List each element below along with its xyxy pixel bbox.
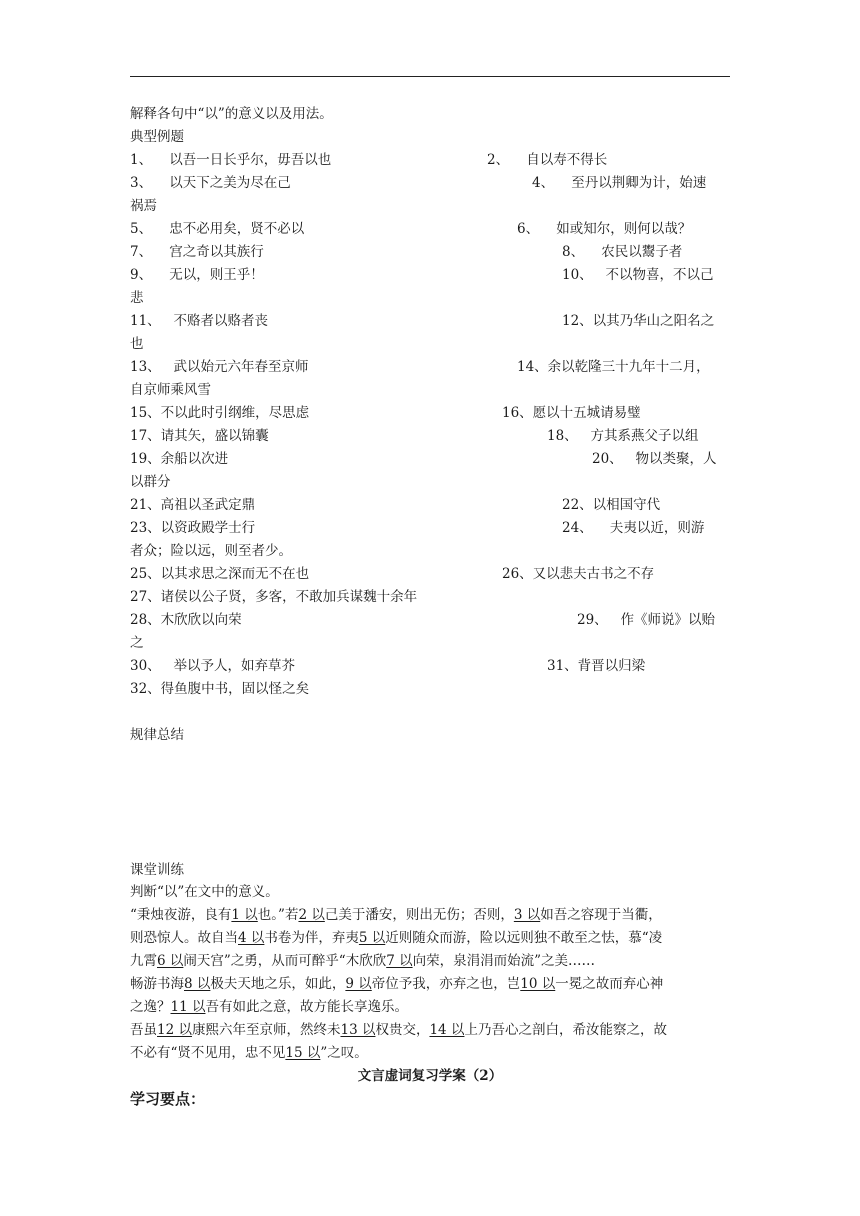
blank-3: 3 以 — [513, 907, 541, 923]
practice-heading: 课堂训练 — [130, 862, 184, 878]
example-24: 24、 夫夷以近，则游 — [562, 520, 705, 536]
passage-line-2: 则恐惊人。故自当4 以书卷为伴，弃夷5 以近则随众而游，险以远则独不敢至之怯，慕“凌 — [130, 930, 663, 946]
example-14: 14、余以乾隆三十九年十二月， — [517, 359, 710, 375]
example-25: 25、以其求思之深而无不在也 — [130, 566, 310, 582]
example-21: 21、高祖以圣武定鼎 — [130, 497, 256, 513]
example-30: 30、 举以予人，如弃草芥 — [130, 658, 296, 674]
blank-11: 11 以 — [170, 999, 206, 1015]
blank-15: 15 以 — [285, 1045, 321, 1061]
example-7: 7、 宫之奇以其族行 — [130, 244, 264, 260]
example-27: 27、诸侯以公子贤，多客，不敢加兵谋魏十余年 — [130, 589, 418, 605]
learning-points-heading: 学习要点： — [130, 1090, 206, 1108]
example-26: 26、又以悲夫古书之不存 — [502, 566, 655, 582]
example-10-cont: 悲 — [130, 290, 144, 306]
blank-7: 7 以 — [386, 953, 413, 969]
passage-line-6: 吾虽12 以康熙六年至京师，然终未13 以权贵交，14 以上乃吾心之剖白，希汝能察之，故 — [130, 1022, 667, 1038]
example-22: 22、以相国守代 — [562, 497, 661, 513]
blank-5: 5 以 — [358, 930, 386, 946]
example-15: 15、不以此时引纲维，尽思虑 — [130, 405, 310, 421]
example-29: 29、 作《师说》以贻 — [577, 612, 716, 628]
example-13: 13、 武以始元六年春至京师 — [130, 359, 309, 375]
passage-line-7: 不必有“贤不见用，忠不见15 以”之叹。 — [130, 1045, 368, 1061]
example-24-cont: 者众；险以远，则至者少。 — [130, 543, 292, 559]
blank-12: 12 以 — [157, 1022, 192, 1038]
example-20-cont: 以群分 — [130, 474, 171, 490]
example-18: 18、 方其系燕父子以组 — [547, 428, 699, 444]
example-heading: 典型例题 — [130, 129, 184, 145]
example-17: 17、请其矢，盛以锦囊 — [130, 428, 269, 444]
example-32: 32、得鱼腹中书，固以怪之矣 — [130, 681, 310, 697]
header-rule — [130, 76, 730, 77]
example-6: 6、 如或知尔，则何以哉？ — [517, 221, 692, 237]
example-14-cont: 自京师乘风雪 — [130, 382, 211, 398]
blank-10: 10 以 — [520, 976, 556, 992]
blank-2: 2 以 — [298, 907, 325, 923]
example-5: 5、 忠不必用矣，贤不必以 — [130, 221, 305, 237]
example-19: 19、余船以次进 — [130, 451, 229, 467]
example-20: 20、 物以类聚，人 — [592, 451, 717, 467]
example-2: 2、 自以寿不得长 — [487, 152, 608, 168]
passage-line-5: 之逸？11 以吾有如此之意，故方能长享逸乐。 — [130, 999, 408, 1015]
blank-13: 13 以 — [340, 1022, 376, 1038]
passage-line-1: “秉烛夜游，良有1 以也。”若2 以己美于潘安，则出无伤；否则，3 以如吾之容现于当衢， — [130, 907, 662, 923]
example-4-cont: 祸焉 — [130, 198, 157, 214]
example-23: 23、以资政殿学士行 — [130, 520, 256, 536]
example-3: 3、 以天下之美为尽在己 — [130, 175, 291, 191]
blank-14: 14 以 — [429, 1022, 465, 1038]
example-29-cont: 之 — [130, 635, 144, 651]
blank-9: 9 以 — [345, 976, 372, 992]
example-28: 28、木欣欣以向荣 — [130, 612, 242, 628]
blank-1: 1 以 — [231, 907, 258, 923]
example-1: 1、 以吾一日长乎尔，毋吾以也 — [130, 152, 332, 168]
blank-6: 6 以 — [157, 953, 184, 969]
blank-4: 4 以 — [238, 930, 265, 946]
doc-title: 文言虚词复习学案（2） — [357, 1068, 503, 1084]
blank-8: 8 以 — [184, 976, 211, 992]
passage-line-4: 畅游书海8 以极夫天地之乐，如此，9 以帝位予我，亦弃之也，岂10 以一冕之故而弃心神 — [130, 976, 664, 992]
practice-prompt: 判断“以”在文中的意义。 — [130, 884, 279, 900]
passage-line-3: 九霄6 以闹天宫”之勇，从而可醉乎“木欣欣7 以向荣，泉涓涓而始流”之美…… — [130, 953, 595, 969]
example-12-cont: 也 — [130, 336, 144, 352]
example-16: 16、愿以十五城请易璧 — [502, 405, 641, 421]
example-4: 4、 至丹以荆卿为计，始速 — [532, 175, 707, 191]
example-8: 8、 农民以鬻子者 — [562, 244, 683, 260]
example-31: 31、背晋以归梁 — [547, 658, 646, 674]
example-10: 10、 不以物喜，不以己 — [562, 267, 714, 283]
summary-heading: 规律总结 — [130, 727, 184, 743]
example-9: 9、 无以，则王乎！ — [130, 267, 264, 283]
header-prompt: 解释各句中“以”的意义以及用法。 — [130, 106, 333, 122]
example-11: 11、 不赂者以赂者丧 — [130, 313, 269, 329]
example-12: 12、以其乃华山之阳名之 — [562, 313, 715, 329]
